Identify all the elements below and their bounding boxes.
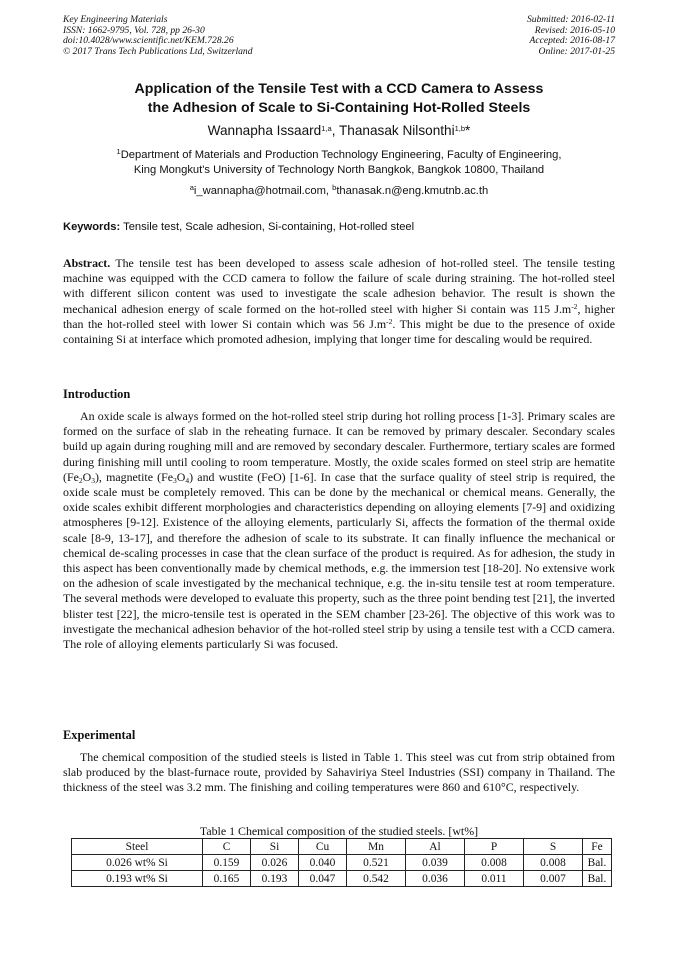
author-1-affil: 1,a — [321, 124, 332, 133]
table-header-cell: P — [465, 839, 524, 855]
email-list — [40, 184, 638, 198]
table-cell: 0.011 — [465, 871, 524, 887]
intro-text-3: ), magnetite (Fe — [94, 469, 174, 484]
table-cell: Bal. — [583, 871, 612, 887]
author-2-affil: 1,b — [454, 124, 466, 133]
table-cell: 0.159 — [203, 855, 251, 871]
table-row — [72, 871, 612, 887]
affiliation-line-1: Department of Materials and Production Technology Engineering, Faculty of Engineering, — [120, 149, 562, 161]
intro-sub-2: 3 — [91, 475, 95, 485]
affiliation-line-2: King Mongkut's University of Technology North Bangkok, Bangkok 10800, Thailand — [133, 163, 545, 176]
journal-issn: ISSN: 1662-9795, Vol. 728, pp 26-30 — [63, 24, 205, 36]
email-b-mark: b — [332, 183, 337, 192]
table-cell: 0.039 — [406, 855, 465, 871]
table-cell: 0.165 — [203, 871, 251, 887]
table-cell: 0.026 — [251, 855, 299, 871]
abstract-label: Abstract. — [63, 256, 111, 270]
table-header-cell: Si — [251, 839, 299, 855]
journal-header — [63, 15, 253, 57]
intro-text-5: ) and wustite (FeO) [1-6]. In case that the surface quality of steel strip is required, the oxide scale must be completely removed. This can be done by the mechanical or chemical means. Generally, the oxide scales exhibit different morphologies and characteristics depending on alloying elements [7-9] and oxidizing atmospheres [9-12]. Existence of the alloying elements, particularly Si, affects the formation of the thermal oxide scale [8-9, 13-17], and therefore the adhesion of scale to its substrate. It can finally influence the mechanical or chemical de-scaling processes in case that the clean surface of the product is required. As for adhesion, the study in this aspect has been conventionally made by chemical methods, e.g. the immersion test [18-20]. No extensive work on the adhesion of scale investigated by the mechanical technique, e.g. the in-situ tensile test at room temperature. The several methods were developed to evaluate this property, such as the three point bending test [21], the inverted blister test [22], the micro-tensile test is operated in the SEM chamber [23-26]. The objective of this work was to investigate the mechanical adhesion behavior of the hot-rolled steel strip by using a tensile test with a CCD camera. The role of alloying elements particularly Si was focused. — [63, 469, 615, 652]
email-a-mark: a — [189, 183, 194, 192]
table-header-cell: Al — [406, 839, 465, 855]
date-submitted: Submitted: 2016-02-11 — [526, 14, 615, 25]
abstract-sup-1: -2 — [571, 301, 578, 311]
table-row — [72, 855, 612, 871]
table-caption: Table 1 Chemical composition of the studied steels. [wt%] — [199, 824, 479, 838]
abstract-text-1: The tensile test has been developed to assess scale adhesion of hot-rolled steel. The tensile testing machine was equipped with the CCD camera to follow the failure of scale during straining. The hot-rolled steel with different silicon content was used to investigate the scale adhesion behavior. The result is shown the mechanical adhesion energy of scale formed on the hot-rolled steel with higher Si contain was 115 J.m — [63, 256, 615, 316]
table-cell: 0.007 — [524, 871, 583, 887]
table-cell: 0.047 — [299, 871, 347, 887]
table-header-cell: Cu — [299, 839, 347, 855]
table-cell: 0.040 — [299, 855, 347, 871]
introduction-heading: Introduction — [63, 387, 131, 401]
table-cell: 0.036 — [406, 871, 465, 887]
author-2: Thanasak Nilsonthi — [339, 123, 455, 138]
table-header-cell: Mn — [347, 839, 406, 855]
intro-text-4: O — [176, 469, 186, 484]
abstract-text-3: . This might be due to the presence of oxide containing Si at interface which promoted adhesion, implying that longer time for descaling would be required. — [63, 316, 615, 347]
dates-header — [527, 15, 615, 57]
email-b[interactable]: thanasak.n@eng.kmutnb.ac.th — [336, 185, 489, 197]
table-header-cell: Fe — [583, 839, 612, 855]
intro-sub-1: 2 — [78, 475, 83, 485]
table-header-cell: S — [524, 839, 583, 855]
composition-table-body — [72, 839, 612, 887]
journal-name: Key Engineering Materials — [63, 14, 168, 25]
intro-sub-4: 4 — [185, 475, 190, 485]
table-cell: 0.008 — [465, 855, 524, 871]
experimental-paragraph: The chemical composition of the studied steels is listed in Table 1. This steel was cut from strip obtained from slab produced by the blast-furnace route, provided by Sahaviriya Steel Industries (SSI) company in Thailand. The thickness of the steel was 3.2 mm. The finishing and coiling temperatures were 860 and 610°C, respectively. — [63, 750, 615, 795]
table-header-cell: C — [203, 839, 251, 855]
affiliation — [40, 148, 638, 177]
date-accepted: Accepted: 2016-08-17 — [529, 35, 615, 47]
table-cell: 0.008 — [524, 855, 583, 871]
table-cell: 0.542 — [347, 871, 406, 887]
introduction-paragraph — [63, 409, 615, 652]
author-separator: , — [331, 123, 339, 138]
journal-copyright: © 2017 Trans Tech Publications Ltd, Switzerland — [63, 45, 253, 57]
abstract-text-2: , higher than the hot-rolled steel with lower Si contain which was 56 J.m — [63, 301, 615, 331]
email-a[interactable]: i_wannapha@hotmail.com, — [193, 185, 333, 197]
author-list — [40, 122, 638, 140]
title-line-1: Application of the Tensile Test with a CCD Camera to Assess — [134, 81, 544, 97]
date-online: Online: 2017-01-25 — [538, 45, 615, 57]
table-cell: 0.193 wt% Si — [72, 871, 203, 887]
table-header-cell: Steel — [72, 839, 203, 855]
intro-text-1: An oxide scale is always formed on the hot-rolled steel strip during hot rolling process [1-3]. Primary scales are formed on the surface of slab in the reheating furnace. It can be removed by primary descaler. Secondary scales build up again during roughing mill and are removed by secondary descaler. Furthermore, tertiary scales are formed during finishing mill until cooling to room temperature. Mostly, the oxide scales formed on steel strip are hematite (Fe — [63, 409, 615, 484]
affiliation-mark: 1 — [116, 147, 121, 156]
keywords-text: Tensile test, Scale adhesion, Si-containing, Hot-rolled steel — [120, 221, 415, 233]
table-header-row — [72, 839, 612, 855]
composition-table — [71, 838, 612, 887]
keywords — [63, 220, 615, 234]
abstract-sup-2: -2 — [386, 316, 393, 326]
author-1: Wannapha Issaard — [207, 123, 322, 138]
intro-text-2: O — [82, 469, 92, 484]
title-line-2: the Adhesion of Scale to Si-Containing Hot-Rolled Steels — [147, 100, 531, 116]
keywords-label: Keywords: — [63, 221, 121, 233]
date-revised: Revised: 2016-05-10 — [534, 24, 615, 36]
corresponding-mark: * — [465, 123, 471, 138]
experimental-heading: Experimental — [63, 728, 136, 742]
intro-sub-3: 3 — [173, 475, 177, 485]
journal-doi[interactable]: doi:10.4028/www.scientific.net/KEM.728.26 — [63, 35, 234, 47]
abstract — [63, 256, 615, 347]
table-cell: 0.521 — [347, 855, 406, 871]
table-cell: Bal. — [583, 855, 612, 871]
paper-title — [40, 80, 638, 118]
table-cell: 0.026 wt% Si — [72, 855, 203, 871]
table-cell: 0.193 — [251, 871, 299, 887]
